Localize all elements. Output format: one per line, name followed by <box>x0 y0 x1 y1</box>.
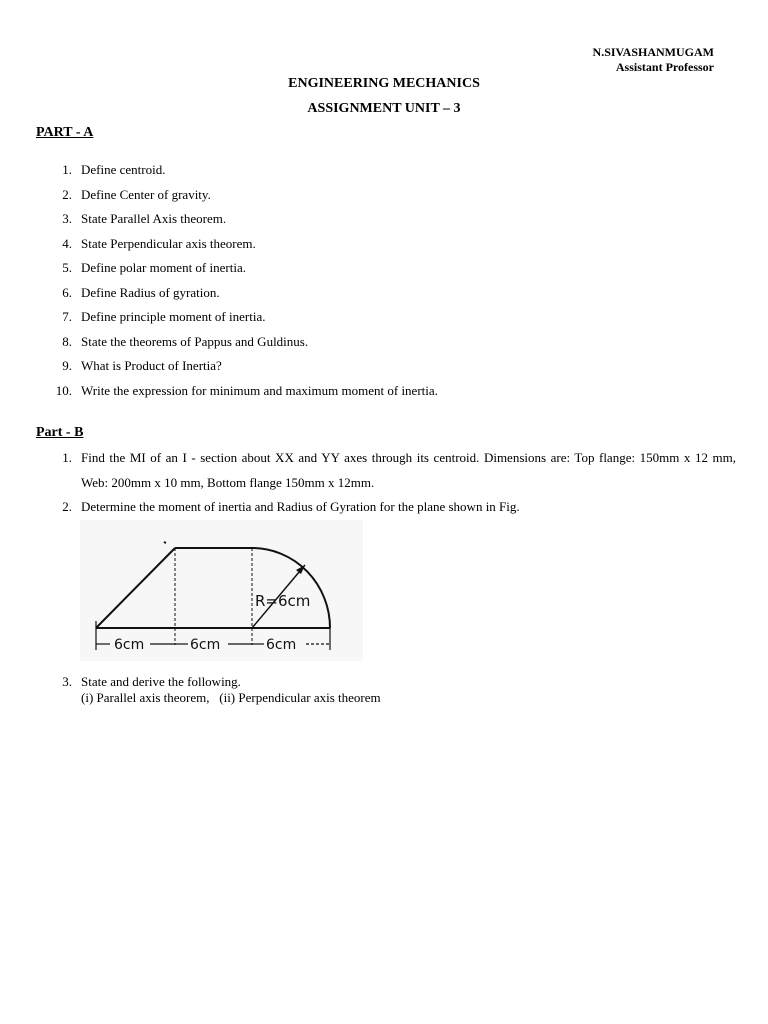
dim-label-3: 6cm <box>266 637 297 653</box>
author-role: Assistant Professor <box>615 60 714 74</box>
question-number: 5. <box>62 260 72 275</box>
part-a-heading: PART - A <box>36 125 94 140</box>
question-number: 2. <box>62 499 72 514</box>
question-text: Define centroid. <box>81 162 166 177</box>
question-text: Define Center of gravity. <box>81 186 211 202</box>
part-b-heading: Part - B <box>36 425 84 440</box>
question-number: 1. <box>62 162 72 177</box>
list-item <box>36 495 736 520</box>
question-number: 10. <box>55 382 72 398</box>
author-name: N.SIVASHANMUGAM <box>592 45 714 59</box>
list-item <box>36 281 736 306</box>
list-item <box>36 446 736 495</box>
dim-label-1: 6cm <box>114 637 145 653</box>
list-item <box>36 232 736 257</box>
question-text: State the theorems of Pappus and Guldinus. <box>81 333 309 349</box>
dim-label-2: 6cm <box>190 637 221 653</box>
question-number: 3. <box>62 674 72 689</box>
course-title: ENGINEERING MECHANICS <box>288 76 480 91</box>
part-b-question-list <box>36 446 736 520</box>
radius-label: R=6cm <box>255 592 311 610</box>
question-text: Determine the moment of inertia and Radius of Gyration for the plane shown in Fig. <box>81 499 520 514</box>
part-a-question-list <box>36 158 736 403</box>
plane-figure <box>80 520 363 661</box>
question-number: 6. <box>62 284 72 300</box>
list-item <box>36 354 736 379</box>
author-block <box>593 45 714 75</box>
question-number: 3. <box>62 211 72 226</box>
part-b-question-3 <box>36 674 381 706</box>
question-number: 9. <box>62 358 72 373</box>
question-subtext: (i) Parallel axis theorem, (ii) Perpendicular axis theorem <box>81 690 381 705</box>
question-text: Define polar moment of inertia. <box>81 260 246 275</box>
list-item <box>36 256 736 281</box>
corner-tick <box>164 542 166 543</box>
question-number: 2. <box>62 186 72 202</box>
question-number: 7. <box>62 309 72 324</box>
question-number: 1. <box>62 450 72 465</box>
question-text: Define Radius of gyration. <box>81 284 220 300</box>
question-text: State Parallel Axis theorem. <box>81 211 227 226</box>
question-text: Find the MI of an I - section about XX and YY axes through its centroid. Dimensions are: Top flange: 150mm x 12 mm, Web: 200mm x 10 mm, Bottom flange 150mm x 12mm. <box>81 450 736 490</box>
list-item <box>36 330 736 355</box>
question-text: State and derive the following. <box>81 674 241 689</box>
list-item <box>36 305 736 330</box>
question-number: 4. <box>62 235 72 251</box>
question-text: Write the expression for minimum and maximum moment of inertia. <box>81 382 438 398</box>
assignment-title: ASSIGNMENT UNIT – 3 <box>307 101 461 116</box>
list-item <box>36 183 736 208</box>
list-item <box>36 158 736 183</box>
question-number: 8. <box>62 333 72 349</box>
question-text: What is Product of Inertia? <box>81 358 222 373</box>
list-item <box>36 207 736 232</box>
question-text: State Perpendicular axis theorem. <box>81 235 256 251</box>
list-item <box>36 379 736 404</box>
question-text: Define principle moment of inertia. <box>81 309 266 324</box>
